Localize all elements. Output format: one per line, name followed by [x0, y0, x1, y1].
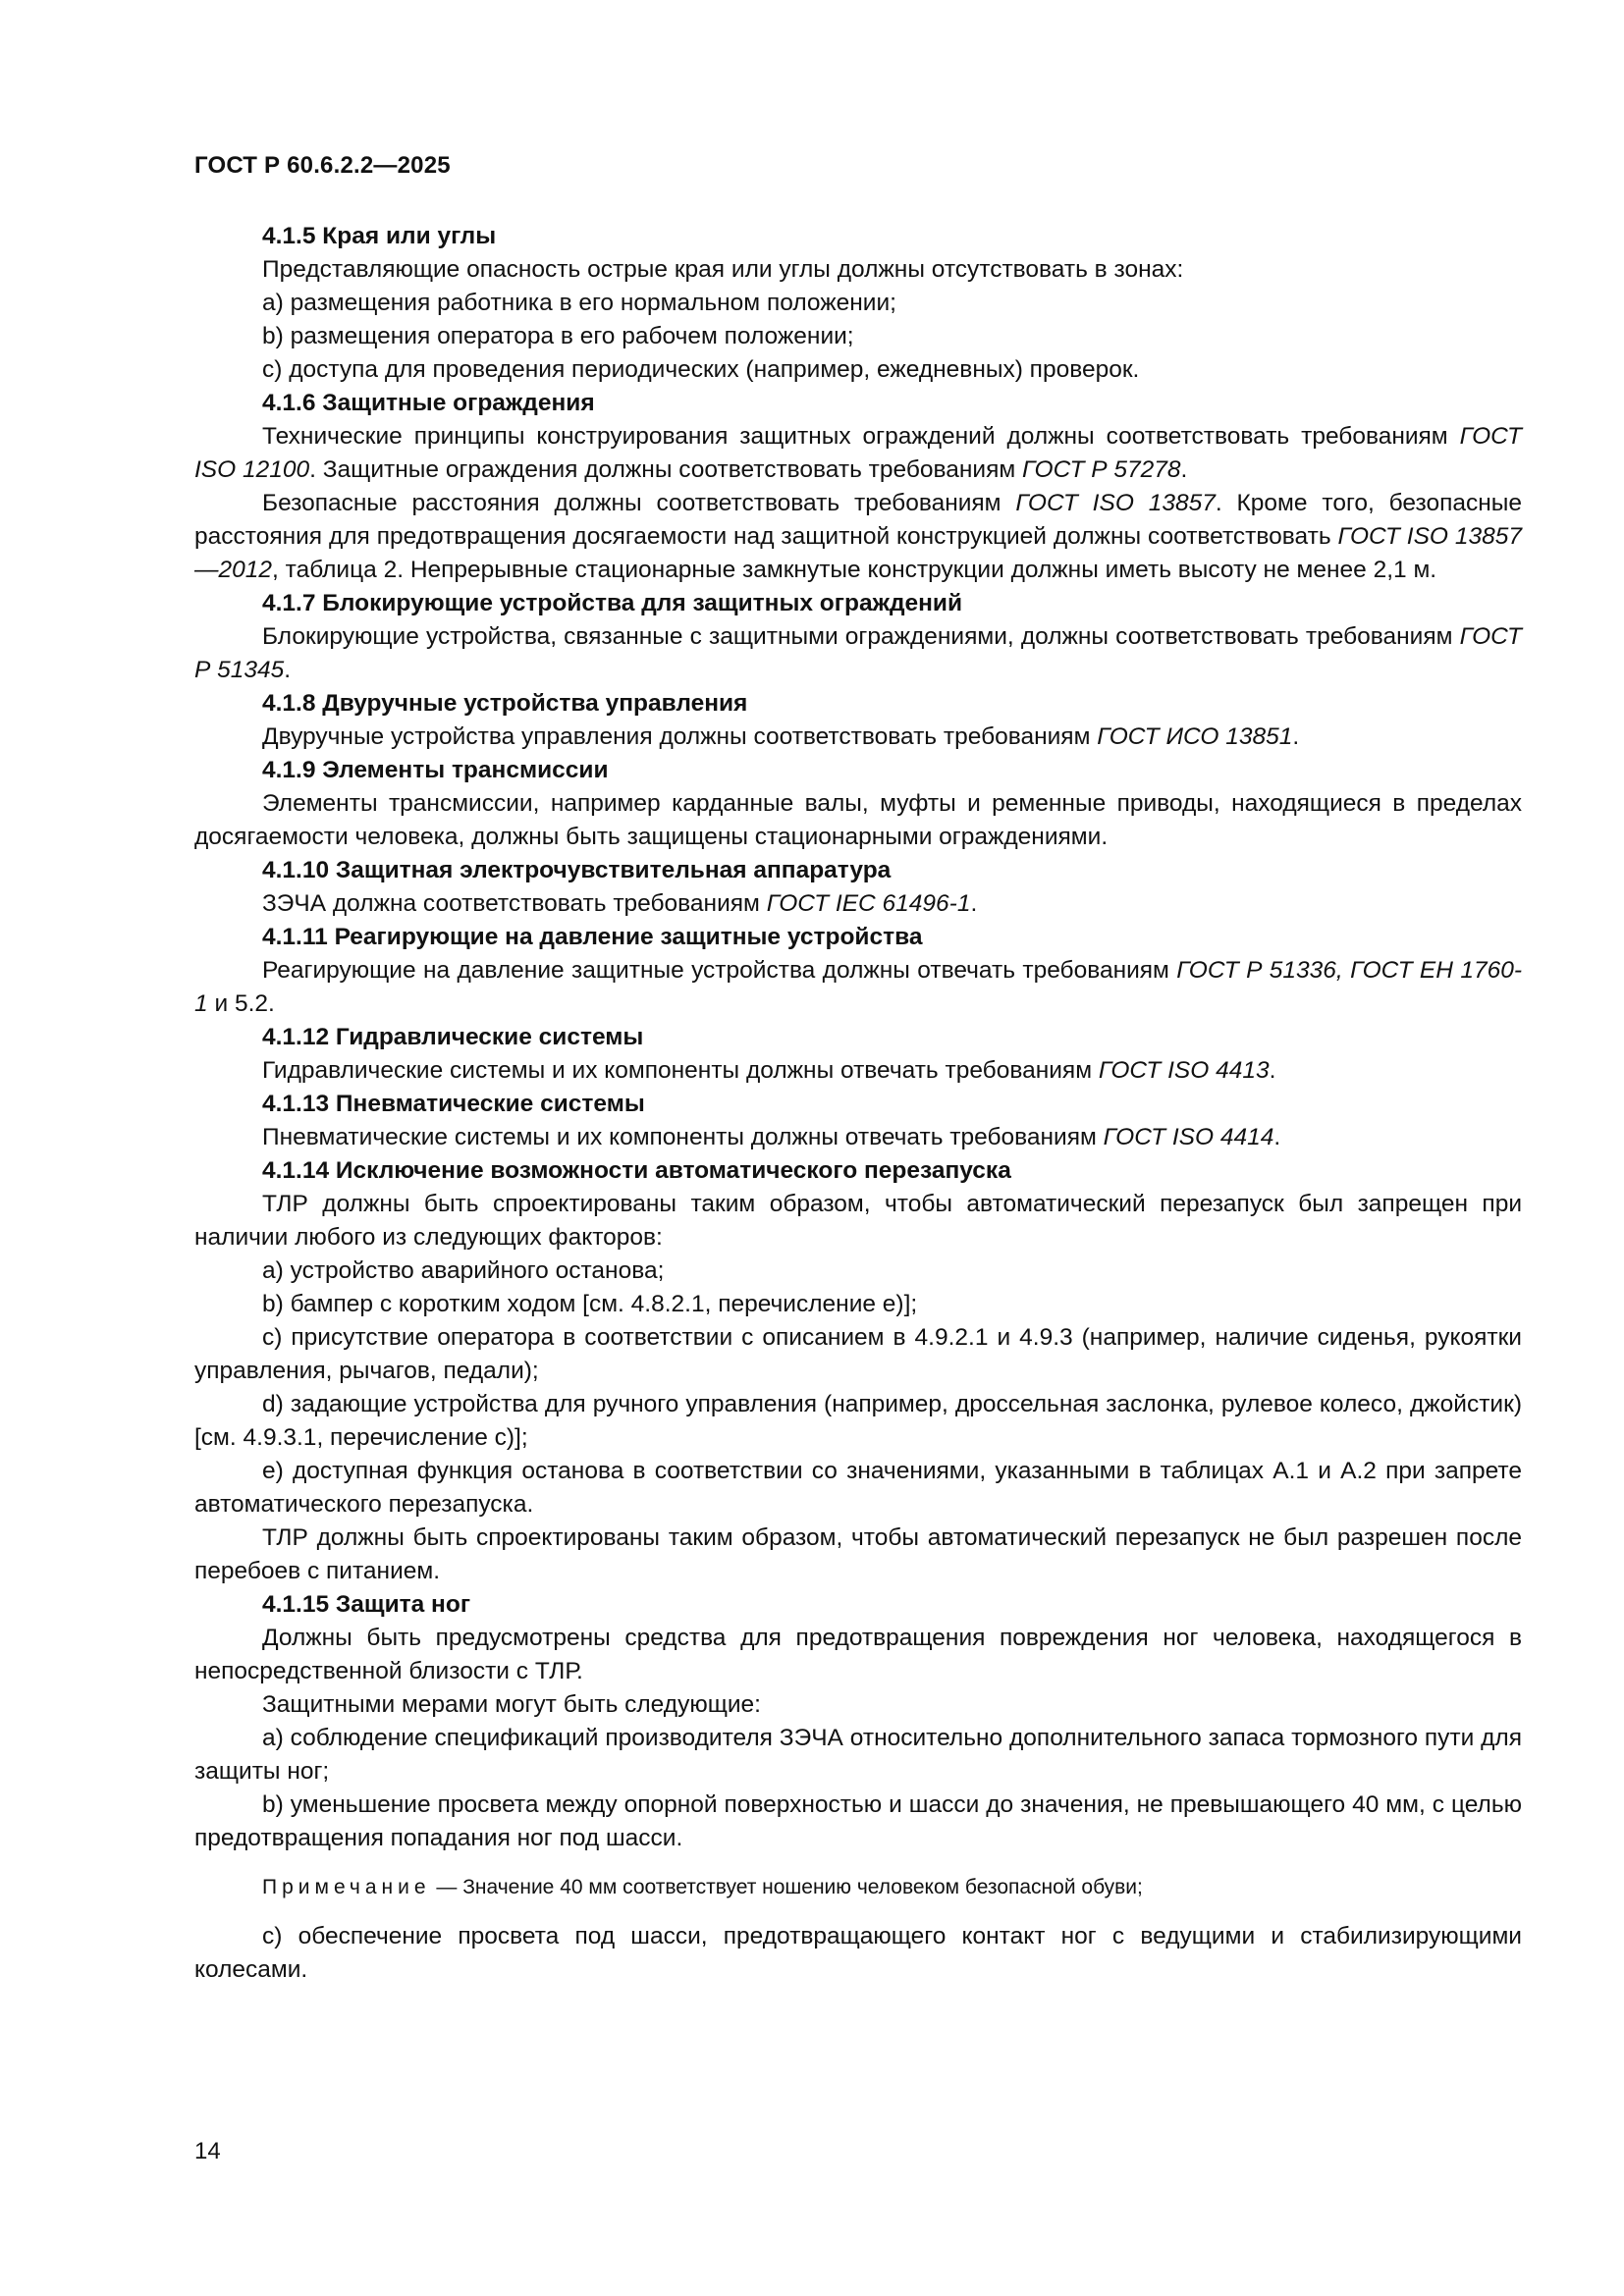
section-title: 4.1.14 Исключение возможности автоматического перезапуска [262, 1157, 1011, 1184]
section-title: 4.1.6 Защитные ограждения [262, 390, 595, 416]
list-item: d) задающие устройства для ручного управления (например, дроссельная заслонка, рулевое колесо, джойстик) [см. 4.9.3.1, перечисление c)]; [194, 1391, 1522, 1451]
list-item: a) соблюдение спецификаций производителя ЗЭЧА относительно дополнительного запаса тормозного пути для защиты ног; [194, 1725, 1522, 1785]
section-title: 4.1.13 Пневматические системы [262, 1091, 645, 1117]
paragraph: Реагирующие на давление защитные устройства должны отвечать требованиям ГОСТ Р 51336, ГОСТ ЕН 1760-1 и 5.2. [194, 957, 1522, 1017]
standard-reference: ГОСТ Р 51336, ГОСТ ЕН 1760-1 [194, 957, 1522, 1017]
paragraph: Двуручные устройства управления должны соответствовать требованиям ГОСТ ИСО 13851. [262, 723, 1300, 750]
note-text: — Значение 40 мм соответствует ношению человеком безопасной обуви; [430, 1876, 1143, 1898]
paragraph: ТЛР должны быть спроектированы таким образом, чтобы автоматический перезапуск не был разрешен после перебоев с питанием. [194, 1524, 1522, 1584]
list-item: c) доступа для проведения периодических (например, ежедневных) проверок. [262, 356, 1140, 383]
page-number: 14 [194, 2138, 221, 2164]
paragraph: ЗЭЧА должна соответствовать требованиям ГОСТ IEC 61496-1. [262, 890, 978, 917]
list-item: a) размещения работника в его нормальном положении; [262, 290, 896, 316]
paragraph: Должны быть предусмотрены средства для предотвращения повреждения ног человека, находящегося в непосредственной близости с ТЛР. [194, 1625, 1522, 1684]
document-code: ГОСТ Р 60.6.2.2—2025 [194, 152, 451, 179]
standard-reference: ГОСТ Р 57278 [1022, 456, 1181, 483]
standard-reference: ГОСТ IEC 61496-1 [766, 890, 971, 917]
standard-reference: ГОСТ ISO 13857 [1015, 490, 1216, 516]
list-item: c) обеспечение просвета под шасси, предотвращающего контакт ног с ведущими и стабилизирующими колесами. [194, 1923, 1522, 1983]
section-title: 4.1.7 Блокирующие устройства для защитных ограждений [262, 590, 963, 616]
section-title: 4.1.10 Защитная электрочувствительная аппаратура [262, 857, 892, 883]
paragraph: Блокирующие устройства, связанные с защитными ограждениями, должны соответствовать требованиям ГОСТ Р 51345. [194, 623, 1522, 683]
standard-reference: ГОСТ ISO 13857—2012 [194, 523, 1522, 583]
section-title: 4.1.5 Края или углы [262, 223, 497, 249]
standard-reference: ГОСТ ISO 4414 [1103, 1124, 1274, 1150]
paragraph: Пневматические системы и их компоненты должны отвечать требованиям ГОСТ ISO 4414. [262, 1124, 1281, 1150]
standard-reference: ГОСТ ИСО 13851 [1097, 723, 1293, 750]
paragraph: Безопасные расстояния должны соответствовать требованиям ГОСТ ISO 13857. Кроме того, безопасные расстояния для предотвращения досягаемости над защитной конструкцией должны соответствовать ГОСТ ISO 13857—2012, таблица 2. Непрерывные стационарные замкнутые конструкции должны иметь высоту не менее 2,1 м. [194, 490, 1522, 583]
standard-reference: ГОСТ ISO 4413 [1098, 1057, 1270, 1084]
note [194, 1871, 1522, 1904]
list-item: b) размещения оператора в его рабочем положении; [262, 323, 854, 349]
paragraph: Защитными мерами могут быть следующие: [262, 1691, 761, 1718]
list-item: b) уменьшение просвета между опорной поверхностью и шасси до значения, не превышающего 40 мм, с целью предотвращения попадания ног под шасси. [194, 1791, 1522, 1851]
note-label: Примечание [262, 1876, 431, 1898]
list-item: a) устройство аварийного останова; [262, 1257, 665, 1284]
list-item: e) доступная функция останова в соответствии со значениями, указанными в таблицах А.1 и А.2 при запрете автоматического перезапуска. [194, 1458, 1522, 1518]
standard-reference: ГОСТ ISO 12100 [194, 423, 1522, 483]
list-item: c) присутствие оператора в соответствии с описанием в 4.9.2.1 и 4.9.3 (например, наличие сиденья, рукоятки управления, рычагов, педали); [194, 1324, 1522, 1384]
document-body [194, 220, 1522, 1987]
paragraph: Представляющие опасность острые края или углы должны отсутствовать в зонах: [262, 256, 1184, 283]
section-title: 4.1.15 Защита ног [262, 1591, 471, 1618]
paragraph: Технические принципы конструирования защитных ограждений должны соответствовать требованиям ГОСТ ISO 12100. Защитные ограждения должны соответствовать требованиям ГОСТ Р 57278. [194, 423, 1522, 483]
standard-reference: ГОСТ Р 51345 [194, 623, 1522, 683]
section-title: 4.1.9 Элементы трансмиссии [262, 757, 609, 783]
list-item: b) бампер с коротким ходом [см. 4.8.2.1, перечисление e)]; [262, 1291, 918, 1317]
section-title: 4.1.12 Гидравлические системы [262, 1024, 644, 1050]
section-title: 4.1.8 Двуручные устройства управления [262, 690, 748, 717]
paragraph: Гидравлические системы и их компоненты должны отвечать требованиям ГОСТ ISO 4413. [262, 1057, 1276, 1084]
section-title: 4.1.11 Реагирующие на давление защитные устройства [262, 924, 923, 950]
paragraph: ТЛР должны быть спроектированы таким образом, чтобы автоматический перезапуск был запрещен при наличии любого из следующих факторов: [194, 1191, 1522, 1251]
paragraph: Элементы трансмиссии, например карданные валы, муфты и ременные приводы, находящиеся в пределах досягаемости человека, должны быть защищены стационарными ограждениями. [194, 790, 1522, 850]
